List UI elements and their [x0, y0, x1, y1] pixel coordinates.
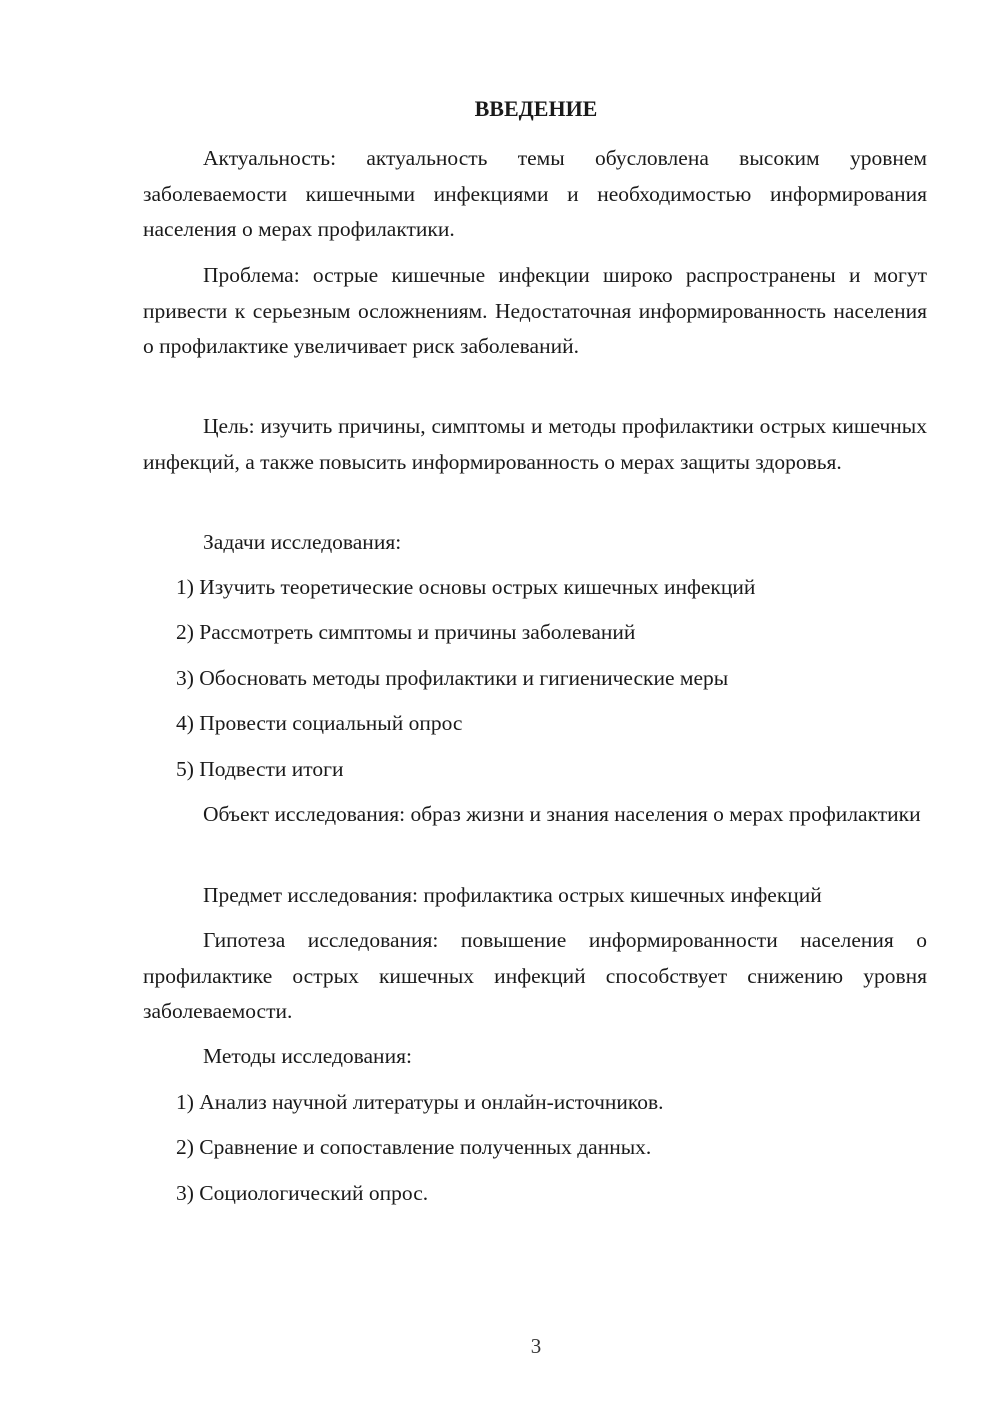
methods-heading: Методы исследования: — [203, 1044, 412, 1068]
goal-paragraph — [143, 409, 927, 480]
tasks-list-item — [143, 661, 927, 697]
method-item: 1) Анализ научной литературы и онлайн-источников. — [176, 1090, 664, 1114]
methods-list-item — [143, 1085, 927, 1121]
task-item: 3) Обосновать методы профилактики и гигиенические меры — [176, 666, 729, 690]
task-item: 2) Рассмотреть симптомы и причины заболеваний — [176, 620, 636, 644]
goal-text: Цель: изучить причины, симптомы и методы профилактики острых кишечных инфекций, а также повысить информированность о мерах защиты здоровья. — [143, 414, 927, 474]
tasks-list-item — [143, 706, 927, 742]
hypothesis-text: Гипотеза исследования: повышение информированности населения о профилактике острых кишечных инфекций способствует снижению уровня заболеваемости. — [143, 928, 927, 1023]
object-text: Объект исследования: образ жизни и знания населения о мерах профилактики — [203, 802, 921, 826]
subject-paragraph — [143, 878, 927, 914]
task-item: 5) Подвести итоги — [176, 757, 344, 781]
page-title: ВВЕДЕНИЕ — [474, 96, 598, 121]
methods-list-item — [143, 1130, 927, 1166]
tasks-heading: Задачи исследования: — [203, 530, 402, 554]
task-item: 4) Провести социальный опрос — [176, 711, 463, 735]
method-item: 3) Социологический опрос. — [176, 1181, 429, 1205]
tasks-list-item — [143, 615, 927, 651]
relevance-paragraph — [143, 141, 927, 248]
relevance-text: Актуальность: актуальность темы обусловлена высоким уровнем заболеваемости кишечными инфекциями и необходимостью информирования населения о мерах профилактики. — [143, 146, 927, 241]
problem-text: Проблема: острые кишечные инфекции широко распространены и могут привести к серьезным осложнениям. Недостаточная информированность населения о профилактике увеличивает риск заболеваний. — [143, 263, 927, 358]
tasks-list-item — [143, 752, 927, 788]
page-number: 3 — [530, 1334, 542, 1358]
object-paragraph — [143, 797, 927, 833]
tasks-list-item — [143, 570, 927, 606]
methods-list-item — [143, 1176, 927, 1212]
method-item: 2) Сравнение и сопоставление полученных данных. — [176, 1135, 652, 1159]
methods-section — [143, 1039, 927, 1075]
subject-text: Предмет исследования: профилактика острых кишечных инфекций — [203, 883, 822, 907]
hypothesis-paragraph — [143, 923, 927, 1030]
tasks-section — [143, 525, 927, 561]
task-item: 1) Изучить теоретические основы острых кишечных инфекций — [176, 575, 756, 599]
problem-paragraph — [143, 258, 927, 365]
